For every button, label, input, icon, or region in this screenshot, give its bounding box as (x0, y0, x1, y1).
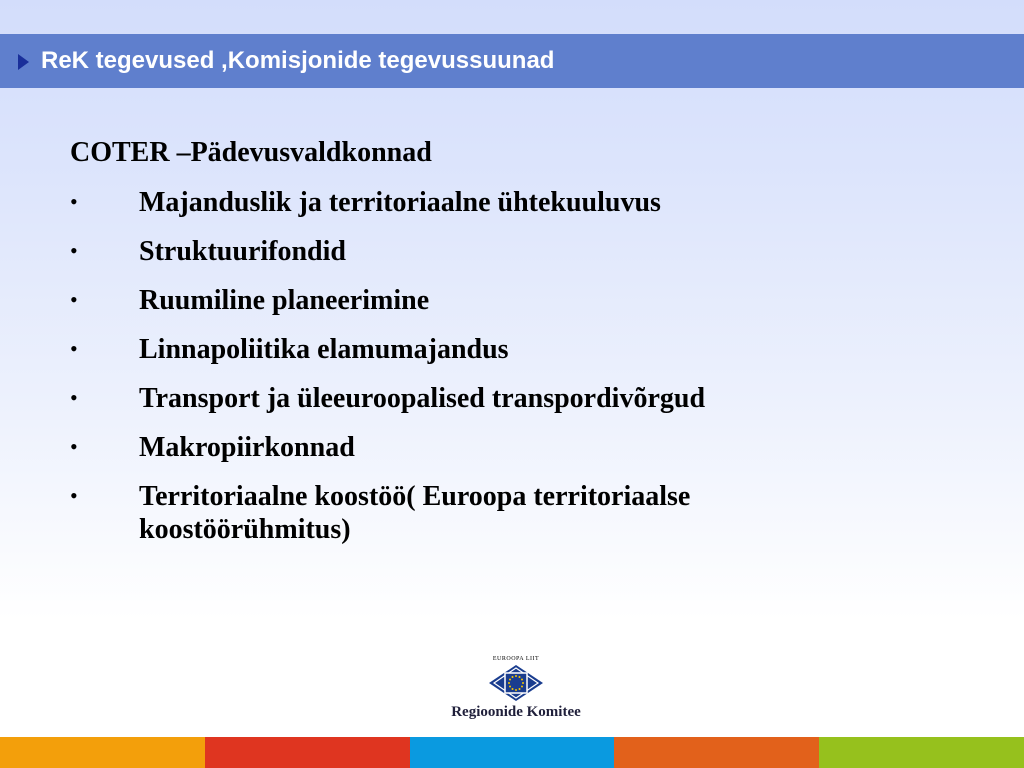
bullet-item (70, 471, 870, 553)
footer-stripes (0, 737, 1024, 768)
play-arrow-icon (18, 54, 29, 70)
footer-stripe (614, 737, 819, 768)
bullet-item (70, 226, 870, 275)
logo-top-text: EUROOPA LIIT (492, 656, 540, 662)
bullet-icon: • (70, 434, 78, 459)
bullet-icon: • (70, 483, 78, 508)
bullet-text: Territoriaalne koostöö( Euroopa territoriaalse koostöörühmitus) (139, 481, 691, 545)
bullet-text: Makropiirkonnad (139, 432, 355, 463)
bullet-text: Majanduslik ja territoriaalne ühtekuuluvus (139, 187, 661, 218)
bullet-item (70, 177, 870, 226)
bullet-icon: • (70, 238, 78, 263)
eu-emblem-icon (489, 665, 543, 701)
content-heading: COTER –Pädevusvaldkonnad (70, 137, 432, 168)
bullet-text: Transport ja üleeuroopalised transpordivõrgud (139, 383, 706, 414)
title-bar (0, 34, 1024, 88)
bullet-icon: • (70, 336, 78, 361)
bullet-item (70, 324, 870, 373)
bullet-item (70, 275, 870, 324)
bullet-text: Ruumiline planeerimine (139, 285, 430, 316)
bullet-icon: • (70, 385, 78, 410)
slide-title: ReK tegevused ,Komisjonide tegevussuunad (41, 47, 555, 74)
footer-stripe (819, 737, 1024, 768)
bullet-text: Linnapoliitika elamumajandus (139, 334, 509, 365)
bullet-icon: • (70, 287, 78, 312)
logo-name: Regioonide Komitee (451, 704, 581, 720)
bullet-icon: • (70, 189, 78, 214)
slide-content (70, 128, 870, 553)
bullet-text: Struktuurifondid (139, 236, 346, 267)
bullet-item (70, 422, 870, 471)
footer-stripe (410, 737, 615, 768)
bullet-item (70, 373, 870, 422)
committee-logo (436, 652, 596, 726)
footer-stripe (205, 737, 410, 768)
footer-stripe (0, 737, 205, 768)
